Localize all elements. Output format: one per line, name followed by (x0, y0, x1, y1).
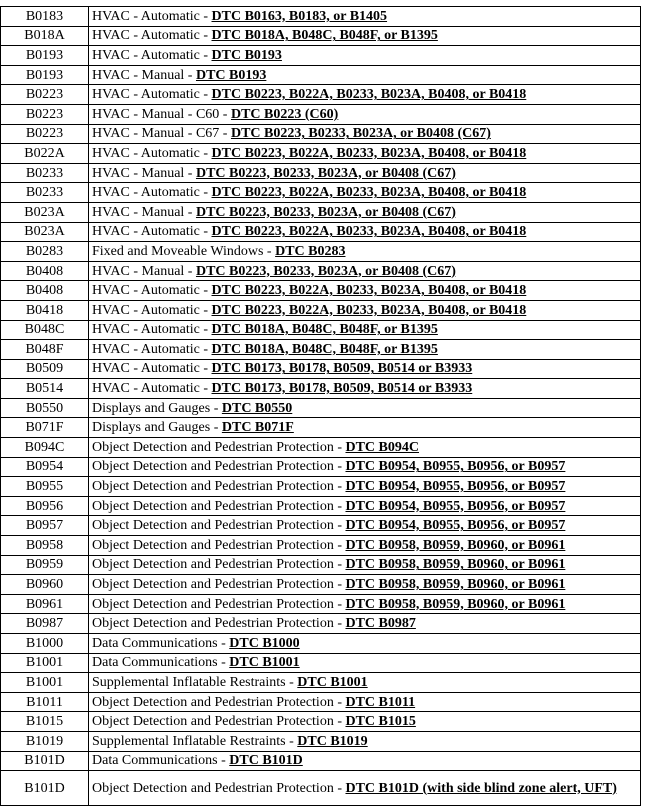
table-row (1, 26, 641, 46)
system-description: Object Detection and Pedestrian Protection - (92, 616, 346, 632)
system-description: Object Detection and Pedestrian Protection - (92, 596, 346, 612)
dtc-link[interactable]: DTC B101D (with side blind zone alert, UFT) (345, 780, 617, 796)
dtc-description-cell (89, 281, 641, 301)
dtc-description-cell (89, 457, 641, 477)
system-description: Data Communications - (92, 655, 230, 671)
dtc-table-body (1, 7, 641, 806)
dtc-description-cell (89, 555, 641, 575)
dtc-code-cell: B1015 (1, 712, 89, 732)
dtc-code-cell: B0193 (1, 46, 89, 66)
dtc-code-cell: B0958 (1, 536, 89, 556)
dtc-link[interactable]: DTC B0958, B0959, B0960, or B0961 (345, 557, 566, 573)
system-description: HVAC - Automatic - (92, 185, 212, 201)
system-description: Object Detection and Pedestrian Protection - (92, 714, 346, 730)
table-row (1, 398, 641, 418)
dtc-code-cell: B0223 (1, 124, 89, 144)
dtc-code-cell: B0956 (1, 496, 89, 516)
table-row (1, 712, 641, 732)
system-description: HVAC - Manual - (92, 67, 196, 83)
dtc-link[interactable]: DTC B0283 (275, 243, 346, 259)
table-row (1, 516, 641, 536)
dtc-link[interactable]: DTC B0954, B0955, B0956, or B0957 (345, 518, 566, 534)
dtc-link[interactable]: DTC B1001 (229, 655, 300, 671)
dtc-code-cell: B0418 (1, 300, 89, 320)
dtc-description-cell (89, 653, 641, 673)
dtc-link[interactable]: DTC B0550 (221, 400, 293, 416)
dtc-description-cell (89, 751, 641, 771)
dtc-link[interactable]: DTC B018A, B048C, B048F, or B1395 (211, 28, 438, 44)
dtc-code-cell: B0193 (1, 65, 89, 85)
dtc-code-cell: B0408 (1, 261, 89, 281)
dtc-description-cell (89, 320, 641, 340)
system-description: Object Detection and Pedestrian Protection - (92, 498, 346, 514)
table-row (1, 144, 641, 164)
table-row (1, 242, 641, 262)
dtc-link[interactable]: DTC B0954, B0955, B0956, or B0957 (345, 479, 566, 495)
dtc-description-cell (89, 692, 641, 712)
dtc-link[interactable]: DTC B1000 (229, 635, 300, 651)
dtc-code-cell: B1019 (1, 731, 89, 751)
dtc-code-cell: B0957 (1, 516, 89, 536)
dtc-description-cell (89, 477, 641, 497)
dtc-code-cell: B0987 (1, 614, 89, 634)
table-row (1, 379, 641, 399)
system-description: HVAC - Automatic - (92, 224, 212, 240)
dtc-link[interactable]: DTC B0223, B0233, B023A, or B0408 (C67) (195, 263, 456, 279)
dtc-code-cell: B0509 (1, 359, 89, 379)
table-row (1, 46, 641, 66)
system-description: HVAC - Manual - (92, 165, 196, 181)
table-row (1, 771, 641, 806)
dtc-link[interactable]: DTC B1019 (297, 733, 368, 749)
dtc-code-cell: B0408 (1, 281, 89, 301)
dtc-code-cell: B048C (1, 320, 89, 340)
system-description: HVAC - Automatic - (92, 28, 212, 44)
dtc-description-cell (89, 65, 641, 85)
dtc-link[interactable]: DTC B0223, B022A, B0233, B023A, B0408, or B0418 (211, 302, 527, 318)
dtc-link[interactable]: DTC B1011 (345, 694, 416, 710)
dtc-description-cell (89, 104, 641, 124)
table-row (1, 163, 641, 183)
system-description: HVAC - Automatic - (92, 8, 212, 24)
system-description: Object Detection and Pedestrian Protection - (92, 780, 346, 796)
dtc-description-cell (89, 7, 641, 27)
table-row (1, 477, 641, 497)
dtc-code-cell: B018A (1, 26, 89, 46)
dtc-description-cell (89, 634, 641, 654)
table-row (1, 124, 641, 144)
system-description: HVAC - Automatic - (92, 381, 212, 397)
system-description: Supplemental Inflatable Restraints - (92, 674, 298, 690)
dtc-description-cell (89, 536, 641, 556)
dtc-link[interactable]: DTC B071F (221, 420, 294, 436)
table-row (1, 7, 641, 27)
table-row (1, 222, 641, 242)
table-row (1, 202, 641, 222)
dtc-description-cell (89, 340, 641, 360)
system-description: HVAC - Automatic - (92, 283, 212, 299)
system-description: HVAC - Manual - C60 - (92, 106, 231, 122)
dtc-description-cell (89, 124, 641, 144)
dtc-link[interactable]: DTC B0223 (C60) (230, 106, 339, 122)
table-row (1, 614, 641, 634)
system-description: Object Detection and Pedestrian Protection - (92, 537, 346, 553)
dtc-code-cell: B022A (1, 144, 89, 164)
system-description: Object Detection and Pedestrian Protection - (92, 459, 346, 475)
dtc-code-cell: B101D (1, 771, 89, 806)
dtc-description-cell (89, 575, 641, 595)
table-row (1, 731, 641, 751)
system-description: HVAC - Automatic - (92, 341, 212, 357)
dtc-link[interactable]: DTC B0223, B022A, B0233, B023A, B0408, or B0418 (211, 87, 527, 103)
dtc-link[interactable]: DTC B0193 (211, 47, 282, 63)
dtc-link[interactable]: DTC B0954, B0955, B0956, or B0957 (345, 498, 566, 514)
dtc-description-cell (89, 183, 641, 203)
dtc-code-cell: B0550 (1, 398, 89, 418)
system-description: Data Communications - (92, 635, 230, 651)
system-description: Object Detection and Pedestrian Protection - (92, 577, 346, 593)
system-description: HVAC - Automatic - (92, 322, 212, 338)
dtc-link[interactable]: DTC B0223, B022A, B0233, B023A, B0408, or B0418 (211, 283, 527, 299)
system-description: Object Detection and Pedestrian Protection - (92, 518, 346, 534)
dtc-description-cell (89, 516, 641, 536)
dtc-link[interactable]: DTC B0193 (195, 67, 267, 83)
dtc-link[interactable]: DTC B0223, B0233, B023A, or B0408 (C67) (195, 204, 456, 220)
dtc-code-cell: B071F (1, 418, 89, 438)
system-description: Object Detection and Pedestrian Protection - (92, 479, 346, 495)
system-description: Data Communications - (92, 753, 230, 769)
dtc-code-cell: B023A (1, 202, 89, 222)
dtc-description-cell (89, 673, 641, 693)
table-row (1, 692, 641, 712)
table-row (1, 634, 641, 654)
table-row (1, 594, 641, 614)
dtc-link[interactable]: DTC B0223, B022A, B0233, B023A, B0408, or B0418 (211, 145, 527, 161)
dtc-description-cell (89, 202, 641, 222)
table-row (1, 183, 641, 203)
dtc-description-cell (89, 418, 641, 438)
dtc-code-cell: B1001 (1, 653, 89, 673)
dtc-description-cell (89, 242, 641, 262)
dtc-code-cell: B0233 (1, 183, 89, 203)
dtc-description-cell (89, 300, 641, 320)
table-row (1, 65, 641, 85)
dtc-link[interactable]: DTC B0163, B0183, or B1405 (211, 8, 388, 24)
table-row (1, 85, 641, 105)
dtc-description-cell (89, 85, 641, 105)
dtc-description-cell (89, 163, 641, 183)
dtc-link[interactable]: DTC B0173, B0178, B0509, B0514 or B3933 (211, 381, 473, 397)
dtc-description-cell (89, 614, 641, 634)
system-description: Fixed and Moveable Windows - (92, 243, 276, 259)
dtc-code-cell: B0183 (1, 7, 89, 27)
table-row (1, 555, 641, 575)
table-row (1, 653, 641, 673)
dtc-table (0, 6, 641, 806)
dtc-link[interactable]: DTC B1001 (297, 674, 368, 690)
dtc-code-cell: B1011 (1, 692, 89, 712)
dtc-description-cell (89, 438, 641, 458)
system-description: Object Detection and Pedestrian Protection - (92, 557, 346, 573)
dtc-link[interactable]: DTC B0987 (345, 616, 416, 632)
table-row (1, 104, 641, 124)
dtc-description-cell (89, 222, 641, 242)
dtc-code-cell: B0233 (1, 163, 89, 183)
dtc-link[interactable]: DTC B0958, B0959, B0960, or B0961 (345, 537, 566, 553)
system-description: Displays and Gauges - (92, 400, 222, 416)
system-description: Object Detection and Pedestrian Protection - (92, 694, 346, 710)
system-description: HVAC - Automatic - (92, 87, 212, 103)
dtc-link[interactable]: DTC B018A, B048C, B048F, or B1395 (211, 341, 438, 357)
system-description: Displays and Gauges - (92, 420, 222, 436)
table-row (1, 340, 641, 360)
dtc-description-cell (89, 594, 641, 614)
dtc-description-cell (89, 261, 641, 281)
table-row (1, 261, 641, 281)
dtc-code-cell: B1001 (1, 673, 89, 693)
dtc-link[interactable]: DTC B0223, B0233, B023A, or B0408 (C67) (195, 165, 456, 181)
table-row (1, 281, 641, 301)
dtc-code-cell: B0955 (1, 477, 89, 497)
dtc-code-cell: B0960 (1, 575, 89, 595)
table-row (1, 751, 641, 771)
dtc-description-cell (89, 496, 641, 516)
system-description: Supplemental Inflatable Restraints - (92, 733, 298, 749)
dtc-description-cell (89, 26, 641, 46)
table-row (1, 320, 641, 340)
dtc-description-cell (89, 144, 641, 164)
dtc-link[interactable]: DTC B101D (229, 753, 303, 769)
system-description: HVAC - Automatic - (92, 145, 212, 161)
dtc-description-cell (89, 379, 641, 399)
system-description: HVAC - Manual - (92, 204, 196, 220)
dtc-link[interactable]: DTC B0954, B0955, B0956, or B0957 (345, 459, 566, 475)
dtc-code-cell: B048F (1, 340, 89, 360)
table-row (1, 575, 641, 595)
dtc-code-cell: B0283 (1, 242, 89, 262)
dtc-link[interactable]: DTC B0223, B022A, B0233, B023A, B0408, or B0418 (211, 224, 527, 240)
system-description: Object Detection and Pedestrian Protection - (92, 439, 346, 455)
dtc-link[interactable]: DTC B094C (345, 439, 419, 455)
dtc-link[interactable]: DTC B0173, B0178, B0509, B0514 or B3933 (211, 361, 473, 377)
dtc-link[interactable]: DTC B0223, B0233, B023A, or B0408 (C67) (230, 126, 491, 142)
system-description: HVAC - Automatic - (92, 361, 212, 377)
dtc-code-cell: B094C (1, 438, 89, 458)
system-description: HVAC - Automatic - (92, 47, 212, 63)
system-description: HVAC - Manual - C67 - (92, 126, 231, 142)
dtc-link[interactable]: DTC B018A, B048C, B048F, or B1395 (211, 322, 438, 338)
dtc-description-cell (89, 771, 641, 806)
table-row (1, 457, 641, 477)
dtc-link[interactable]: DTC B0223, B022A, B0233, B023A, B0408, or B0418 (211, 185, 527, 201)
table-row (1, 673, 641, 693)
dtc-code-cell: B0954 (1, 457, 89, 477)
system-description: HVAC - Automatic - (92, 302, 212, 318)
table-row (1, 536, 641, 556)
dtc-code-cell: B0959 (1, 555, 89, 575)
dtc-description-cell (89, 46, 641, 66)
table-row (1, 418, 641, 438)
dtc-code-cell: B0223 (1, 104, 89, 124)
dtc-code-cell: B1000 (1, 634, 89, 654)
dtc-code-cell: B023A (1, 222, 89, 242)
dtc-link[interactable]: DTC B0958, B0959, B0960, or B0961 (345, 577, 566, 593)
dtc-link[interactable]: DTC B0958, B0959, B0960, or B0961 (345, 596, 566, 612)
dtc-code-cell: B101D (1, 751, 89, 771)
dtc-code-cell: B0514 (1, 379, 89, 399)
system-description: HVAC - Manual - (92, 263, 196, 279)
dtc-description-cell (89, 712, 641, 732)
dtc-code-cell: B0961 (1, 594, 89, 614)
table-row (1, 438, 641, 458)
dtc-description-cell (89, 398, 641, 418)
dtc-link[interactable]: DTC B1015 (345, 714, 416, 730)
dtc-code-cell: B0223 (1, 85, 89, 105)
table-row (1, 359, 641, 379)
dtc-description-cell (89, 731, 641, 751)
dtc-description-cell (89, 359, 641, 379)
table-row (1, 496, 641, 516)
table-row (1, 300, 641, 320)
